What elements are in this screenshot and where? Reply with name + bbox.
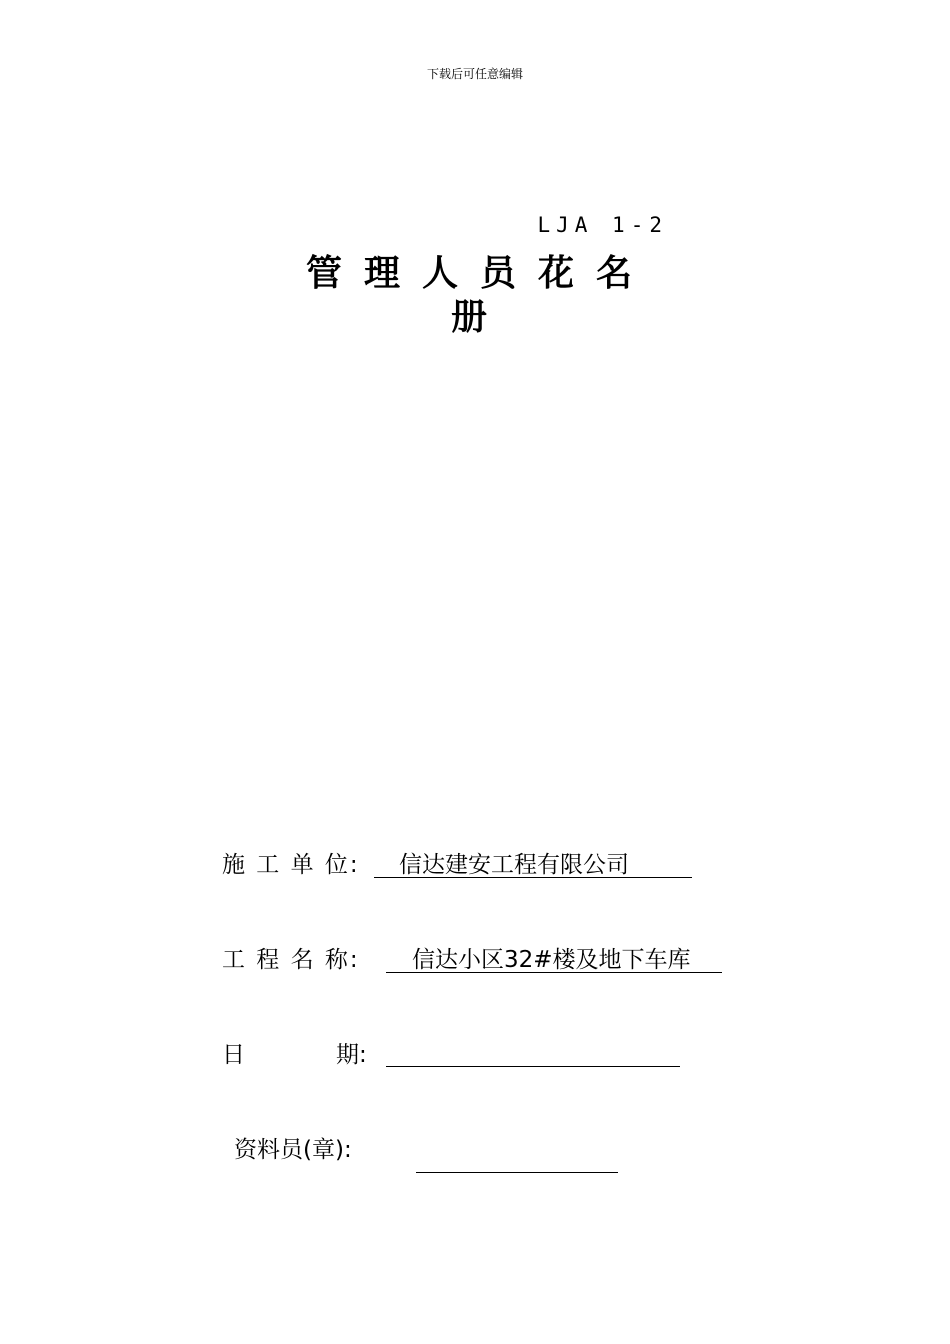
project-name-label: 工 程 名 称: [222,947,360,973]
archivist-label: 资料员(章): [234,1137,352,1163]
page-header-note: 下载后可任意编辑 [426,67,523,81]
construction-unit-value: 信达建安工程有限公司 [399,852,629,878]
date-underline [386,1066,680,1067]
construction-unit-underline [374,877,692,878]
archivist-underline [416,1172,618,1173]
date-label-start: 日 [222,1042,245,1068]
project-name-value: 信达小区32#楼及地下车库 [412,947,691,973]
project-name-underline [386,972,722,973]
date-label-end: 期: [336,1042,367,1068]
document-title: 管理人员花名册 [305,253,654,338]
form-code: LJA 1-2 [537,213,668,237]
project-name-row [222,946,360,974]
construction-unit-row [222,851,360,879]
construction-unit-label: 施 工 单 位: [222,852,360,878]
